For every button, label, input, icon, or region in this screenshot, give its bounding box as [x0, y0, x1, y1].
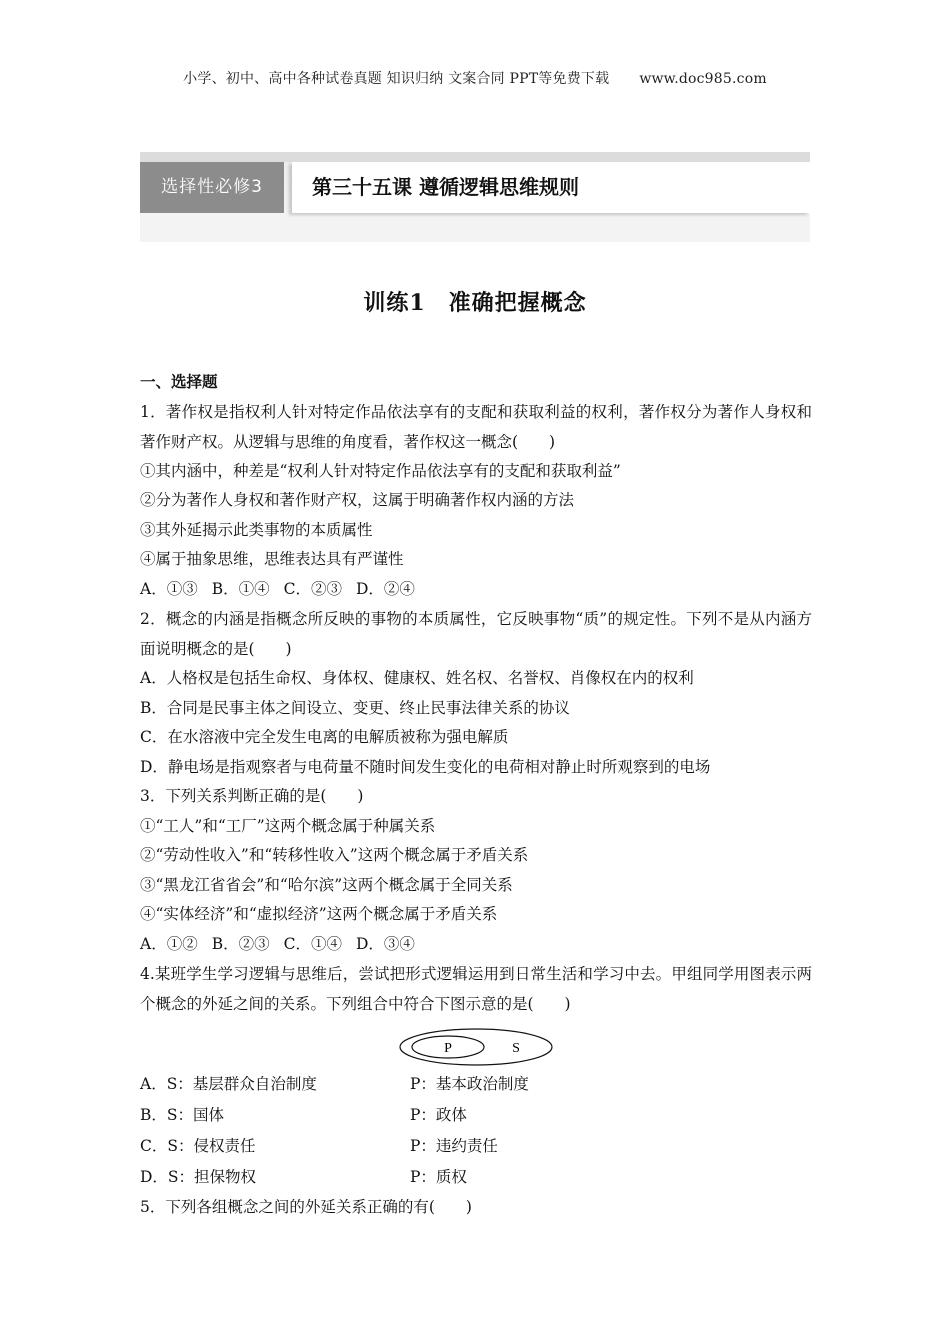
q1-item: ②分为著作人身权和著作财产权，这属于明确著作权内涵的方法 — [140, 491, 575, 509]
banner-top-bar — [140, 152, 810, 162]
outer-set-label: S — [512, 1041, 520, 1056]
q3-choice-d: D．③④ — [355, 934, 415, 953]
q2-option-d: D．静电场是指观察者与电荷量不随时间发生变化的电荷相对静止时所观察到的电场 — [140, 757, 711, 776]
q4-option-p: P：违约责任 — [410, 1137, 498, 1155]
q4-stem: 4.某班学生学习逻辑与思维后，尝试把形式逻辑运用到日常生活和学习中去。甲组同学用图表示两个概念的外延之间的关系。下列组合中符合下图示意的是( ) — [140, 965, 812, 1013]
q5-stem: 5．下列各组概念之间的外延关系正确的有( ) — [140, 1198, 472, 1216]
q4-option-c — [140, 1131, 812, 1162]
q3-stem: 3．下列关系判断正确的是( ) — [140, 787, 364, 805]
q3-item: ②“劳动性收入”和“转移性收入”这两个概念属于矛盾关系 — [140, 846, 529, 864]
venn-diagram — [140, 1019, 812, 1069]
question-content — [140, 367, 812, 1223]
q2-option-a: A．人格权是包括生命权、身体权、健康权、姓名权、名誉权、肖像权在内的权利 — [140, 669, 694, 687]
q4-option-s: D．S：担保物权 — [140, 1168, 257, 1186]
q1-item: ③其外延揭示此类事物的本质属性 — [140, 520, 373, 539]
q4-option-p: P：质权 — [410, 1168, 467, 1186]
q1-choice-a: A．①③ — [140, 579, 198, 598]
banner-tag: 选择性必修3 — [140, 162, 284, 213]
q2-option-b: B．合同是民事主体之间设立、变更、终止民事法律关系的协议 — [140, 698, 570, 717]
q3-choices — [140, 930, 812, 960]
q4-option-p: P：政体 — [410, 1106, 467, 1124]
q2-stem: 2．概念的内涵是指概念所反映的事物的本质属性，它反映事物“质”的规定性。下列不是从内涵方面说明概念的是( ) — [140, 610, 812, 658]
q4-option-s: C．S：侵权责任 — [140, 1137, 256, 1155]
q3-item: ①“工人”和“工厂”这两个概念属于种属关系 — [140, 816, 436, 835]
q1-stem: 1．著作权是指权利人针对特定作品依法享有的支配和获取利益的权利，著作权分为著作人身权和著作财产权。从逻辑与思维的角度看，著作权这一概念( ) — [140, 402, 812, 451]
document-title: 训练1 准确把握概念 — [363, 290, 587, 316]
q4-option-d — [140, 1162, 812, 1193]
q2-option-c: C．在水溶液中完全发生电离的电解质被称为强电解质 — [140, 728, 509, 746]
q1-item: ④属于抽象思维，思维表达具有严谨性 — [140, 550, 404, 568]
q4-option-p: P：基本政治制度 — [410, 1075, 529, 1093]
q4-option-b — [140, 1100, 812, 1131]
q3-item: ④“实体经济”和“虚拟经济”这两个概念属于矛盾关系 — [140, 905, 498, 923]
outer-set-ellipse — [400, 1029, 552, 1065]
q1-choice-c: C．②③ — [283, 579, 342, 598]
venn-diagram-svg — [398, 1027, 554, 1067]
section-heading: 一、选择题 — [140, 372, 218, 391]
q1-choices — [140, 575, 812, 605]
q3-choice-b: B．②③ — [211, 934, 270, 953]
q4-option-s: A．S：基层群众自治制度 — [140, 1075, 317, 1093]
q3-item: ③“黑龙江省省会”和“哈尔滨”这两个概念属于全同关系 — [140, 875, 513, 894]
q3-choice-a: A．①② — [140, 934, 198, 953]
site-header — [0, 68, 950, 88]
inner-set-label: P — [444, 1041, 452, 1056]
site-header-text: 小学、初中、高中各种试卷真题 知识归纳 文案合同 PPT等免费下载 — [183, 71, 610, 87]
site-url[interactable]: www.doc985.com — [639, 71, 767, 87]
q1-item: ①其内涵中，种差是“权利人针对特定作品依法享有的支配和获取利益” — [140, 461, 621, 480]
banner-title: 第三十五课 遵循逻辑思维规则 — [292, 162, 810, 213]
banner-bottom-bar — [140, 218, 810, 242]
q4-option-s: B．S：国体 — [140, 1106, 225, 1124]
q4-option-a — [140, 1069, 812, 1100]
q3-choice-c: C．①④ — [283, 934, 342, 953]
q1-choice-d: D．②④ — [355, 579, 415, 598]
chapter-banner — [140, 152, 810, 242]
q1-choice-b: B．①④ — [211, 579, 270, 598]
